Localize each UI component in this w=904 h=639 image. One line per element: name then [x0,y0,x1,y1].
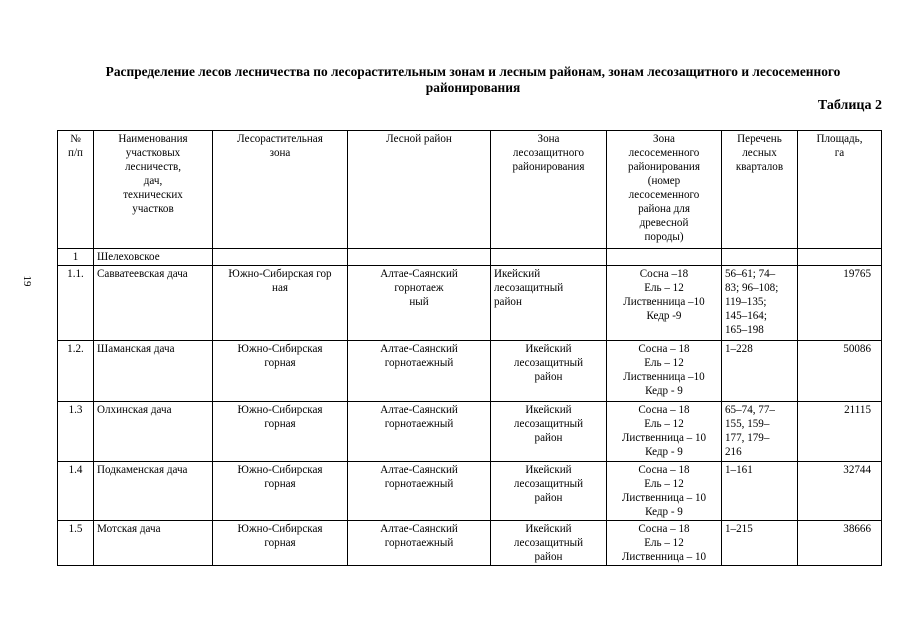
cell-zone: Южно-Сибирская горная [213,402,348,462]
cell-area: 21115 [798,402,882,462]
cell-zone: Южно-Сибирская горная [213,521,348,566]
cell-district: Алтае-Саянский горнотаеж ный [348,266,491,341]
cell-quarters [722,249,798,266]
cell-seed: Сосна – 18 Ель – 12 Лиственница – 10 Кедр - 9 [607,402,722,462]
cell-zone: Южно-Сибирская горная [213,341,348,402]
cell-protection [491,249,607,266]
table-row [58,249,882,266]
cell-quarters: 1–228 [722,341,798,402]
cell-quarters: 56–61; 74– 83; 96–108; 119–135; 145–164; 165–198 [722,266,798,341]
header-protection: Зона лесозащитного районирования [491,131,607,249]
cell-name: Шаманская дача [94,341,213,402]
table-row [58,521,882,566]
header-quarters: Перечень лесных кварталов [722,131,798,249]
table-header-row [58,131,882,249]
table-row [58,462,882,521]
cell-zone [213,249,348,266]
header-area: Площадь, га [798,131,882,249]
cell-area: 19765 [798,266,882,341]
cell-num: 1.4 [58,462,94,521]
cell-seed: Сосна – 18 Ель – 12 Лиственница –10 Кедр - 9 [607,341,722,402]
cell-district: Алтае-Саянский горнотаежный [348,521,491,566]
cell-district: Алтае-Саянский горнотаежный [348,462,491,521]
cell-name: Мотская дача [94,521,213,566]
cell-area [798,249,882,266]
header-name: Наименования участковых лесничеств, дач, технических участков [94,131,213,249]
cell-district: Алтае-Саянский горнотаежный [348,341,491,402]
table-row [58,402,882,462]
header-zone: Лесорастительная зона [213,131,348,249]
table-label: Таблица 2 [817,98,882,113]
cell-zone: Южно-Сибирская гор ная [213,266,348,341]
cell-protection: Икейский лесозащитный район [491,266,607,341]
document-title: Распределение лесов лесничества по лесорастительным зонам и лесным районам, зонам лесозащитного и лесосеменного районирования [105,64,841,95]
cell-name: Шелеховское [94,249,213,266]
header-num: № п/п [58,131,94,249]
cell-num: 1.1. [58,266,94,341]
cell-seed: Сосна – 18 Ель – 12 Лиственница – 10 Кедр - 9 [607,462,722,521]
cell-seed: Сосна – 18 Ель – 12 Лиственница – 10 [607,521,722,566]
cell-protection: Икейский лесозащитный район [491,402,607,462]
cell-quarters: 1–215 [722,521,798,566]
table-row [58,341,882,402]
cell-name: Подкаменская дача [94,462,213,521]
cell-num: 1.5 [58,521,94,566]
cell-seed: Сосна –18 Ель – 12 Лиственница –10 Кедр -9 [607,266,722,341]
cell-name: Савватеевская дача [94,266,213,341]
cell-area: 32744 [798,462,882,521]
cell-seed [607,249,722,266]
cell-district: Алтае-Саянский горнотаежный [348,402,491,462]
table-row [58,266,882,341]
cell-quarters: 1–161 [722,462,798,521]
cell-area: 38666 [798,521,882,566]
page-number: 19 [21,275,33,287]
cell-protection: Икейский лесозащитный район [491,341,607,402]
cell-protection: Икейский лесозащитный район [491,462,607,521]
cell-num: 1.2. [58,341,94,402]
cell-quarters: 65–74, 77– 155, 159– 177, 179– 216 [722,402,798,462]
header-seed: Зона лесосеменного районирования (номер лесосеменного района для древесной породы) [607,131,722,249]
header-district: Лесной район [348,131,491,249]
cell-num: 1.3 [58,402,94,462]
cell-name: Олхинская дача [94,402,213,462]
cell-num: 1 [58,249,94,266]
cell-area: 50086 [798,341,882,402]
cell-zone: Южно-Сибирская горная [213,462,348,521]
cell-district [348,249,491,266]
forest-distribution-table [57,130,882,566]
cell-protection: Икейский лесозащитный район [491,521,607,566]
